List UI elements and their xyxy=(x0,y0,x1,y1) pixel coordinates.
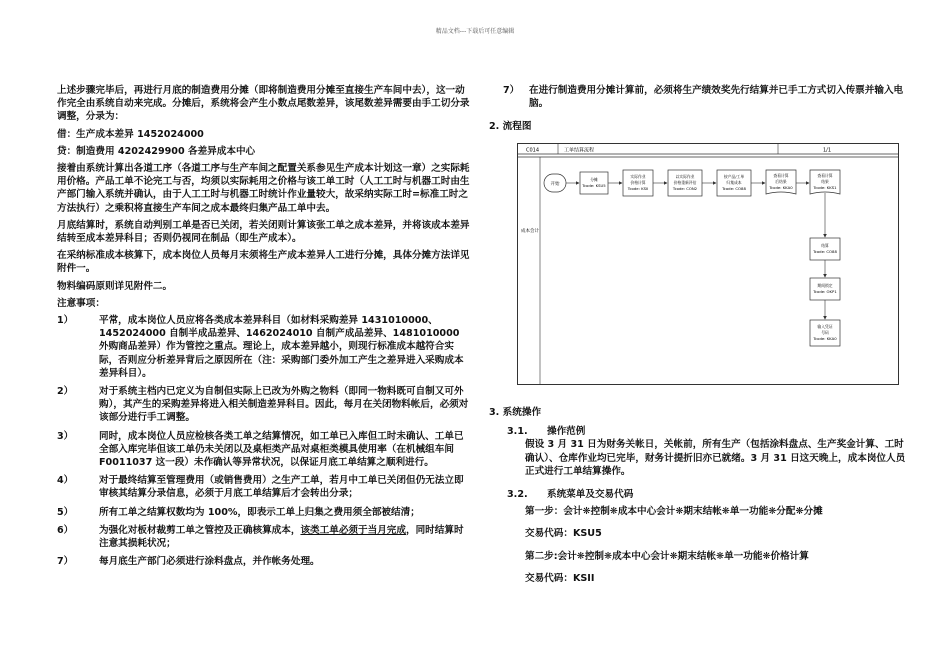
flowchart-node xyxy=(810,238,840,260)
svg-text:号码: 号码 xyxy=(821,330,829,335)
step-two: 第二步:会计❋控制❋成本中心会计❋期末结帐❋单一功能❋价格计算 xyxy=(525,550,809,562)
paragraph-actual-price: 接着由系统计算出各道工序（各道工序与生产车间之配置关系参见生产成本计划这一章）之实际耗用价格。产品工单不论完工与否，均须以实际耗用之价格与该工单工时（人工工时与机器工时由生产部门输入系统并确认，由于人工工时与机器工时统计作业量较大，故采纳实际工时=标准工时之方法执行）之乘积将直接生产车间之成本最终归集产品工单中去。 xyxy=(57,163,470,214)
flowchart-node xyxy=(810,320,840,346)
note-item xyxy=(57,506,471,519)
svg-text:Tcode: CON2: Tcode: CON2 xyxy=(672,186,698,191)
flowchart-node xyxy=(810,278,840,300)
svg-text:Tcode: KKA0: Tcode: KKA0 xyxy=(813,336,837,341)
transaction-code-one: 交易代码：KSU5 xyxy=(525,528,602,540)
svg-text:Tcode: OKP1: Tcode: OKP1 xyxy=(813,289,837,294)
subsection-3-1-heading xyxy=(489,425,909,438)
note-number: 6） xyxy=(57,524,74,536)
svg-text:Tcode: KKS1: Tcode: KKS1 xyxy=(813,185,837,190)
svg-text:Tcode: CO88: Tcode: CO88 xyxy=(813,249,837,254)
subsection-3-2-heading xyxy=(489,488,909,501)
svg-text:价格计算: 价格计算 xyxy=(630,180,646,185)
section-ops-title: 3. 系统操作 xyxy=(489,407,542,418)
step-one: 第一步：会计❋控制❋成本中心会计❋期末结帐❋单一功能❋分配❋分摊 xyxy=(525,506,823,518)
transaction-code-two: 交易代码：KSII xyxy=(525,572,595,584)
journal-credit: 贷：制造费用 4202429900 各差异成本中心 xyxy=(57,145,256,157)
note-text: 所有工单之结算权数均为 100%，即表示工单上归集之费用须全部被结清； xyxy=(99,506,420,518)
flowchart-page: 1/1 xyxy=(823,147,832,154)
subsection-number: 3.2. xyxy=(507,489,528,501)
note-text-part: ，同时结算时注意其损耗状况； xyxy=(99,524,464,550)
svg-text:后结果: 后结果 xyxy=(775,179,787,184)
page-header: 精品文档---下载后可任意编辑 xyxy=(435,28,515,35)
right-column xyxy=(489,84,909,134)
svg-text:结果: 结果 xyxy=(821,179,829,184)
svg-text:归集成本: 归集成本 xyxy=(726,180,742,185)
journal-debit: 借：生产成本差异 1452024000 xyxy=(57,128,204,140)
svg-text:查看计算: 查看计算 xyxy=(773,173,789,178)
flowchart-name: 工单结算流程 xyxy=(564,147,595,154)
flowchart-node xyxy=(766,170,796,194)
note-text-part: 为强化对板材裁剪工单之管控及正确核算成本， xyxy=(99,524,301,536)
svg-text:Tcode: KSU5: Tcode: KSU5 xyxy=(582,183,606,188)
paragraph-standard-cost: 在采纳标准成本核算下，成本岗位人员每月末须将生产成本差异人工进行分摊，具体分摊方法详见附件一。 xyxy=(57,250,470,275)
flowchart-node xyxy=(580,172,608,194)
flowchart xyxy=(517,143,899,385)
flowchart-node xyxy=(717,170,751,196)
note-number: 1） xyxy=(57,315,74,327)
paragraph-month-end: 月底结算时，系统自动判别工单是否已关闭，若关闭则计算该张工单之成本差异，并将该成本差异结转至成本差异科目；否则仍视同在制品（即生产成本）。 xyxy=(57,219,470,245)
note-item xyxy=(57,385,471,425)
note-text: 对于系统主档内已定义为自制但实际上已改为外购之物料（即同一物料既可自制又可外购），其产生的采购差异将进入相关制造差异科目。因此，每月在关闭物料帐后，必须对该部分进行手工调整。 xyxy=(99,386,469,424)
note-text: 每月底生产部门必须进行涂料盘点，并作帐务处理。 xyxy=(99,556,320,568)
svg-text:Tcode: KSII: Tcode: KSII xyxy=(627,186,649,191)
note-number: 5） xyxy=(57,506,74,518)
section-flowchart-title: 2. 流程图 xyxy=(489,121,532,133)
note-number: 4） xyxy=(57,475,74,487)
svg-text:Tcode: KKA0: Tcode: KKA0 xyxy=(769,185,793,190)
subsection-3-1-text: 假设 3 月 31 日为财务关帐日，关帐前，所有生产（包括涂料盘点、生产奖金计算、工时确认）、仓库作业均已完毕，财务计提折旧亦已就绪。3 月 31 日这天晚上，成本岗位人员正式进行工单结算操作。 xyxy=(525,439,906,477)
paragraph-overhead-allocation: 上述步骤完毕后，再进行月底的制造费用分摊（即将制造费用分摊至直接生产车间中去），这一动作完全由系统自动来完成。分摊后，系统将会产生小数点尾数差异，该尾数差异需要由手工切分录调整，分录为： xyxy=(57,85,470,123)
note-item xyxy=(57,430,471,470)
subsection-number: 3.1. xyxy=(507,426,528,438)
note-item xyxy=(57,524,471,550)
svg-text:按产品/工单: 按产品/工单 xyxy=(723,174,745,179)
flowchart-node xyxy=(668,170,702,196)
flowchart-svg xyxy=(518,144,898,384)
note-item xyxy=(57,314,471,380)
subsection-title: 操作范例 xyxy=(547,426,586,438)
note-item xyxy=(489,84,909,110)
svg-text:实际作业: 实际作业 xyxy=(630,174,646,179)
flowchart-lane-label: 成本会计 xyxy=(521,229,539,234)
note-number: 3） xyxy=(57,430,74,442)
svg-text:查看计算: 查看计算 xyxy=(817,173,833,178)
left-column xyxy=(57,84,471,574)
flowchart-start-label: 开始 xyxy=(550,182,560,187)
svg-text:输入凭证: 输入凭证 xyxy=(817,324,833,329)
flowchart-node xyxy=(623,170,653,196)
note-number: 2） xyxy=(57,386,74,398)
svg-text:Tcode: CO88: Tcode: CO88 xyxy=(722,186,746,191)
svg-text:期间锁定: 期间锁定 xyxy=(817,283,833,288)
note-number: 7） xyxy=(57,556,74,568)
section-system-ops xyxy=(489,406,909,585)
flowchart-node xyxy=(810,170,840,194)
notes-title: 注意事项： xyxy=(57,297,105,309)
note-text: 平常，成本岗位人员应将各类成本差异科目（如材料采购差异 1431010000、1452024000 自制半成品差异、1462024010 自制产成品差异、1481010000 外购商品差异）作为管控之重点。理论上，成本差异越小，则现行标准成本越符合实际，否则应分析差异背后之原因所在（注：采购部门委外加工产生之差异进入采购成本差异科目）。 xyxy=(99,315,464,379)
note-text-underlined: 该类工单必须于当月完成 xyxy=(300,524,406,536)
svg-text:价格重新评估: 价格重新评估 xyxy=(673,180,697,185)
note-item xyxy=(57,474,471,500)
note-number: 7） xyxy=(503,85,520,96)
note-text xyxy=(99,524,471,550)
svg-text:结算: 结算 xyxy=(821,243,829,248)
note-item xyxy=(57,555,471,568)
note-text: 同时，成本岗位人员应检核各类工单之结算情况，如工单已入库但工时未确认、工单已全部入库完毕但该工单仍未关闭以及桌柜类产品对桌柜类模具使用率（在机械组车间 F0011037 这一段）未作确认等异常状况，以保证月底工单结算之顺利进行。 xyxy=(99,430,464,469)
subsection-title: 系统菜单及交易代码 xyxy=(547,489,634,501)
svg-text:分摊: 分摊 xyxy=(590,177,598,182)
paragraph-material-code: 物料编码原则详见附件二。 xyxy=(57,280,173,292)
flowchart-connectors xyxy=(566,183,825,319)
flowchart-code: C014 xyxy=(526,147,540,154)
note-text: 对于最终结算至管理费用（或销售费用）之生产工单，若月中工单已关闭但仍无法立即审核其结算分录信息，必须于月底工单结算后才会转出分录； xyxy=(99,475,464,500)
note-text: 在进行制造费用分摊计算前，必须将生产绩效奖先行结算并已手工方式切入传票并输入电脑。 xyxy=(529,85,904,110)
svg-text:以实际作业: 以实际作业 xyxy=(675,174,695,179)
